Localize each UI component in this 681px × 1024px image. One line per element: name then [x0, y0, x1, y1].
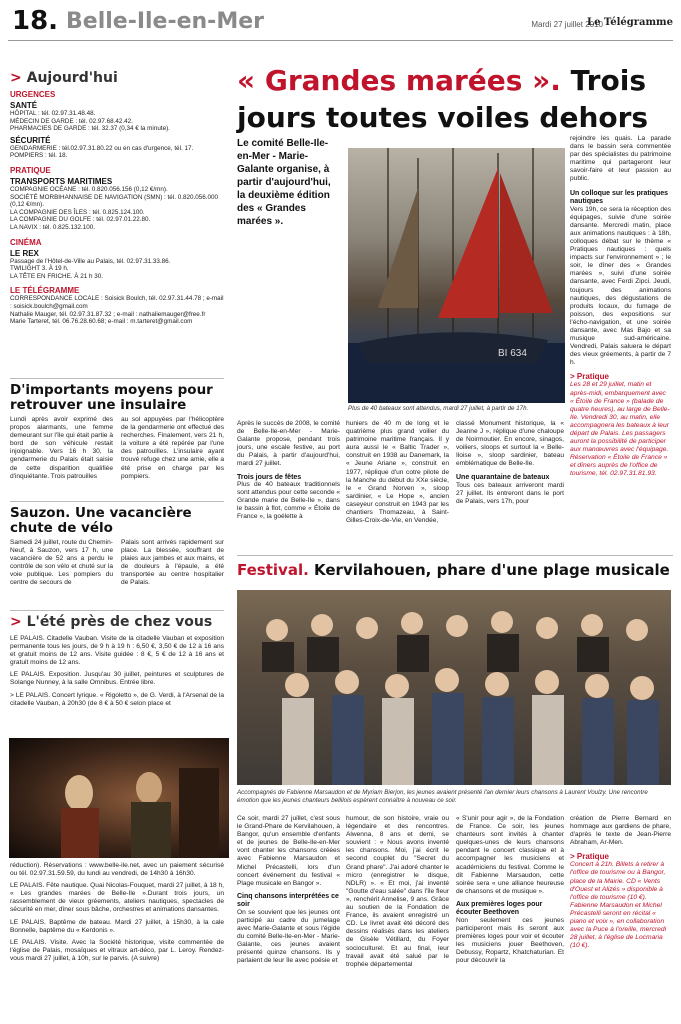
festival-title: Festival. Kervilahouen, phare d'une plage musicale — [237, 561, 670, 579]
fetes-title: Trois jours de fêtes — [237, 473, 302, 481]
divider — [10, 378, 224, 379]
ete-item-fete-nautique: LE PALAIS. Fête nautique. Quai Nicolas-Fouquet, mardi 27 juillet, à 18 h, « Les grandes marées de Belle-Ile ».Durant trois jours, un rassemblement de vieux gréements, ateliers nautiques, spectacles de sécurité en mer, dîner sous bâche, orchestres et animations dansantes. — [10, 882, 224, 914]
festival-pratique-text: Concert à 21h. Billets à retirer à l'office de tourisme ou à Bangor, place de la Mairie. CD « Vents d'Ouest et Alizés » disponible à l'office de tourisme (10 €). Fabienne Marsaudon et Michel Précastelli seront en récital « piano et voix », en collaboration avec la Puce à l'oreille, mercredi 28 juillet, à l'église de Locmaria (10 €). — [570, 861, 667, 950]
securite-title: SÉCURITÉ — [10, 135, 51, 145]
telegramme-rubric: LE TÉLÉGRAMME — [10, 286, 80, 296]
cinema-rubric: CINÉMA — [10, 237, 42, 247]
rex-title: LE REX — [10, 248, 39, 258]
choir-photo — [237, 590, 671, 785]
loges-text: Non seulement ces jeunes participeront mais ils seront aux premières loges pour voir et écouter les musiciens jouer Beethoven, Debussy, Ropartz, Khatchaturian. Et pour découvrir la — [456, 916, 564, 965]
ete-item-reservations: réduction). Réservations : www.belle-ile.net, avec un paiement sécurisé ou tél. 02.97.31.59.59, du lundi au vendredi, de 14h30 à 16h30. — [10, 862, 224, 878]
quarantaine-title: Une quarantaine de bateaux — [456, 473, 550, 481]
aujourdhui-heading: > Aujourd'hui — [10, 70, 118, 86]
marees-col-a: Après le succès de 2008, le comité de Belle-Ile-en-Mer - Marie-Galante propose, pendant trois jours, une escale festive, au port du Palais, à partir d'aujourd'hui, mardi 27 juillet. Trois jours de fêtes Plus de 40 bateaux traditionnels sont attendus pour cette seconde « Grande marie de Belle-Ile », dans le bassin à flot, comme « Étoile de France », la goélette à — [237, 420, 341, 520]
festival-col1: Ce soir, mardi 27 juillet, c'est sous le Grand-Phare de Kervilahouen, à Bangor, qu'un ensemble d'enfants et de jeunes de Belle-Ile-en-Mer vont chanter les chansons créées avec Fabienne Marsaudon et Michel Précastelli, lors d'un concert événement du festival « Plage musicale en Bangor ». Cinq chansons interprétées ce soir On se souvient que les jeunes ont participé au cadre du jumelage avec Marie-Galante et sous l'égide du comité Belle-Ile-en-Mer - Marie-Galante, ces jeunes avaient présenté quinze chansons. Ils y parlaient de leur île avec poésie et — [237, 815, 340, 965]
ete-heading: > L'été près de chez vous — [10, 614, 213, 630]
rex-lines: Passage de l'Hôtel-de-Ville au Palais, tél. 02.97.31.33.86. TWILIGHT 3. À 19 h. LA TÊTE EN FRICHE. À 21 h 30. — [10, 257, 171, 280]
sauzon-col1: Samedi 24 juillet, route du Chemin-Neuf, à Sauzon, vers 17 h, une vacancière de 52 ans a perdu le contrôle de son vélo et chuté sur la voie publique. Les pompiers du centre de secours de — [10, 539, 113, 587]
marees-pratique-label: > Pratique — [570, 372, 609, 382]
page-header — [8, 6, 673, 41]
cinq-title: Cinq chansons interprétées ce soir — [237, 892, 339, 908]
festival-pratique-label: > Pratique — [570, 852, 609, 862]
issue-date: Mardi 27 juillet 2010 — [531, 20, 603, 29]
marees-chapo: Le comité Belle-Ile-en-Mer - Marie-Galante organise, à partir d'aujourd'hui, la deuxième édition des « Grandes marées ». — [237, 138, 331, 227]
ete-item-concert: > LE PALAIS. Concert lyrique. « Rigoletto », de G. Verdi, à l'Arsenal de la citadelle Vauban, à 20h30 (de 8 € à 50 € selon place et — [10, 691, 224, 707]
colloque-text: Vers 19h, ce sera la réception des équipages, suivie d'une soirée dansante. Mercredi matin, place aux animations nautiques : à 18h, colloques débat sur le thème « Pratiques nautiques : quels impacts sur l'environnement » ; le soir, le dîner des « Grandes marées », suivi d'une soirée dansante, avec Ferdi Zipci. Jeudi, toujours des animations nautiques, des dégustations de produits locaux, du fumage de poisson, des expositions sur l'écho-navigation, et une soirée dansante, avec Mas Bajo et sa musique sud-américaine. Vendredi, Palais saluera le départ des vieux gréements, à partir de 7 h. — [570, 205, 671, 367]
colloque-title: Un colloque sur les pratiques nautiques — [570, 189, 669, 205]
ete-section — [10, 614, 224, 708]
divider — [10, 610, 224, 611]
ete-section-cont — [10, 862, 224, 963]
transports-title: TRANSPORTS MARITIMES — [10, 176, 113, 186]
newspaper-name: Le Télégramme — [587, 17, 673, 28]
telegramme-lines: CORRESPONDANCE LOCALE : Soisick Boulch, tél. 02.97.31.44.78 ; e-mail : soisick.boulch@gmail.com Nathalie Mauger, tél. 02.97.31.87.32 ; e-mail : nathaliemauger@free.fr Marie Tarteret, tél. 06.76.28.60.68; e-mail : m.tarteret@gmail.com — [10, 295, 224, 326]
sante-title: SANTÉ — [10, 101, 38, 110]
page-number: 18. — [12, 6, 59, 36]
insulaire-title: D'importants moyens pour retrouver une insulaire — [10, 382, 213, 413]
aujourdhui-box — [10, 70, 224, 326]
insulaire-col2: au sol appuyées par l'hélicoptère de la gendarmerie ont effectué des recherches. Finalement, vers 21 h, la voiture a été repérée par l'une des patrouilles. L'insulaire ayant trouvé refuge chez une amie, elle a été prise en charge par les pompiers. — [121, 416, 224, 480]
sailboats-illustration — [348, 148, 565, 403]
choir-illustration — [237, 590, 671, 785]
sauzon-article — [10, 506, 224, 588]
marees-pratique-text: Les 28 et 29 juillet, matin et après-midi, embarquement avec « Étoile de France » (balade de quatre heures), au large de Belle-Ile. Vendredi 30, au matin, elle accompagnera les bateaux à leur départ de Palais. Les passagers auront la possibilité de participer aux manœuvres avec l'équipage. Réservation « Étoile de France » et dîners auprès de l'office de tourisme, tél. 02.97.31.81.93. — [570, 381, 670, 478]
marees-title: « Grandes marées ». Trois jours toutes voiles dehors — [237, 64, 649, 134]
divider — [237, 555, 673, 556]
sauzon-title: Sauzon. Une vacancière chute de vélo — [10, 505, 192, 536]
choir-caption: Accompagnés de Fabienne Marsaudon et de Myriam Bierjon, les jeunes avaient présenté l'an dernier leurs chansons à Laurent Voulzy. Une rencontre émotion que les jeunes chanteurs bellilois espèrent connaître à nouveau ce soir. — [237, 789, 648, 804]
sante-lines: HÔPITAL : tél. 02.97.31.48.48. MÉDECIN DE GARDE : tél. 02.97.68.42.42. PHARMACIES DE GARDE : tél. 32.37 (0,34 € la minute). — [10, 110, 170, 133]
marees-col-b: huniers de 40 m de long et le quatrième plus grand voilier du patrimoine maritime français. Il y aura aussi le « Baltic Trader », construit en 1938 au Danemark, la « Jeune Ariane », construit en 1977, réplique d'un cotre pilote de la Manche du début du XXe siècle, le « Grand Norven », sloop sardinier, « Le Hope », ancien caseyeur construit en 1943 par les chantiers Thomazeau, à Saint-Gilles-Croix-de-Vie, en Vendée, — [346, 420, 449, 525]
festival-col4: création de Pierre Bernard en hommage aux gardiens de phare, d'après le texte de Jean-Pierre Abraham, Ar-Men. > Pratique Concert à 21h. Billets à retirer à l'office de tourisme ou à Bangor, place de la Mairie. CD « Vents d'Ouest et Alizés » disponible à l'office de tourisme (10 €). Fabienne Marsaudon et Michel Précastelli seront en récital « piano et voix », en collaboration avec la Puce à l'oreille, mercredi 28 juillet, à l'église de Locmaria (10 €). — [570, 815, 671, 950]
opera-photo — [9, 738, 229, 858]
festival-col3: « S'unir pour agir », de la Fondation de France. Ce soir, les jeunes chanteurs sont invités à chanter quelques-unes de leurs chansons pendant le concert classique et à accompagner les musiciens et académiciens du festival. Comme le dit Fabienne Marsaudon, cette soirée sera « une alliance heureuse de chansons et de musique ». Aux premières loges pour écouter Beethoven Non seulement ces jeunes participeront mais ils seront aux premières loges pour voir et écouter les musiciens jouer Beethoven, Debussy, Ropartz, Khatchaturian. Et pour découvrir la — [456, 815, 564, 965]
marees-col-c: classé Monument historique, la « Jeanne J », réplique d'une chaloupe de Noirmoutier. En encore, sinagos, voiliers, sloops et surtout la « Belle-Iloise », sloop sardinier, bateau emblématique de Belle-Ile. Une quarantaine de bateaux Tous ces bateaux arriveront mardi 27 juillet. Ils entreront dans le port de Palais, vers 17h, pour — [456, 420, 564, 505]
sail-number: BI 634 — [498, 348, 527, 359]
urgences-rubric: URGENCES — [10, 90, 56, 99]
festival-col2: humour, de son histoire, vraie ou légendaire et des rencontres. Alwenna, 8 ans et demi, se souvient : « Nous avons inventé les chansons. Moi, j'ai écrit le second couplet du "Secret du Grand phare". J'ai adoré chanter le micro (enregistrer le disque, NDLR) ». « Et moi, j'ai inventé "Goutte d'eau salée" dans l'île fleur », renchérit Annelise, 9 ans. Grâce au soutien de la Fondation de France, ils avaient enregistré un CD. Le livret avait été décoré des dessins réalisés dans les ateliers de Gisèle Vétillard, du Foyer socioculturel. Et au final, leur travail avait été salué par le trophée départemental — [346, 815, 449, 968]
ete-item-exposition: LE PALAIS. Exposition. Jusqu'au 30 juillet, peintures et sculptures de Solange Nunney, à la salle Omnibus. Entrée libre. — [10, 671, 224, 687]
pratique-rubric: PRATIQUE — [10, 165, 51, 175]
fetes-text: Plus de 40 bateaux traditionnels sont attendus pour cette seconde « Grande marie de Belle-Ile », dans le bassin à flot, comme « Étoile de France », la goélette à — [237, 480, 341, 520]
loges-title: Aux premières loges pour écouter Beethoven — [456, 900, 543, 916]
sauzon-col2: Palais sont arrivés rapidement sur place. La blessée, souffrant de plaies aux jambes et aux mains, et de douleurs à l'épaule, a été transportée au centre hospitalier de Palais. — [121, 539, 224, 587]
insulaire-article — [10, 383, 224, 481]
insulaire-col1: Lundi après avoir exprimé des propos alarmants, une femme demeurant sur l'île qui était partie à bord de son véhicule restait injoignable. Vers 16 h 30, la gendarmerie du Palais était saisie de cette disparition qualifiée d'inquiétante. Trois patrouilles — [10, 416, 113, 480]
boats-caption: Plus de 40 bateaux sont attendus, mardi 27 juillet, à partir de 17h. — [348, 405, 529, 412]
transports-lines: COMPAGNIE OCÉANE : tél. 0.820.056.156 (0,12 €/mn). SOCIÉTÉ MORBIHANNAISE DE NAVIGATION (SMN) : tél. 0.820.056.000 (0,12 €/mn). LA COMPAGNIE DES ÎLES : tél. 0.825.124.100. LA COMPAGNIE DU GOLFE : tél. 02.97.01.22.80. LA NAVIX : tél. 0.825.132.100. — [10, 185, 218, 231]
marees-right-col: rejoindre les quais. La parade dans le bassin sera commentée par des spécialistes du patrimoine maritime qui partageront leur savoir-faire et leur passion au public. Un colloque sur les pratiques nautiques Vers 19h, ce sera la réception des équipages, suivie d'une soirée dansante. Mercredi matin, place aux animations nautiques : à 18h, colloques débat sur le thème « Pratiques nautiques : quels impacts sur l'environnement » ; le soir, le dîner des « Grandes marées », suivi d'une soirée dansante, avec Ferdi Zipci. Jeudi, toujours des animations nautiques, des dégustations de produits locaux, du fumage de poisson, des expositions sur l'écho-navigation, et une soirée dansante, avec Mas Bajo et sa musique sud-américaine. Vendredi, Palais saluera le départ des vieux gréements, à partir de 7 h. > Pratique Les 28 et 29 juillet, matin et après-midi, embarquement avec « Étoile de France » (balade de quatre heures), au large de Belle-Ile. Vendredi 30, au matin, elle accompagnera les bateaux à leur départ de Palais. Les passagers auront la possibilité de participer aux manœuvres avec l'équipage. Réservation « Étoile de France » et dîners auprès de l'office de tourisme, tél. 02.97.31.81.93. — [570, 135, 671, 478]
opera-illustration — [9, 738, 229, 858]
ete-item-bapteme: LE PALAIS. Baptême de bateau. Mardi 27 juillet, à 15h30, à la cale Bonnelle, baptême du « Kerdonis ». — [10, 918, 224, 934]
divider — [10, 501, 224, 502]
quarantaine-text: Tous ces bateaux arriveront mardi 27 juillet. Ils entreront dans le port de Palais, vers 17h, pour — [456, 481, 564, 505]
ete-item-citadelle: LE PALAIS. Citadelle Vauban. Visite de la citadelle Vauban et exposition permanente tous les jours, de 9 h à 19 h : 6,50 €, 3,50 € de 12 à 16 ans et gratuit moins de 12 ans. Visite guidée : 8 €, 5 € de 12 à 16 ans et gratuit moins de 12 ans. — [10, 635, 224, 667]
securite-lines: GENDARMERIE : tél.02.97.31.80.22 ou en cas d'urgence, tél. 17. POMPIERS : tél. 18. — [10, 144, 194, 160]
boats-photo — [348, 148, 565, 403]
ete-item-visite: LE PALAIS. Visite. Avec la Société historique, visite commentée de l'église de Palais, mosaïques et vitraux art-déco, par L. Leroy. Rendez-vous mardi 27 juillet, à 10h, sur le parvis. (A suivre) — [10, 938, 224, 962]
section-town: Belle-Ile-en-Mer — [66, 9, 264, 34]
cinq-text: On se souvient que les jeunes ont participé au cadre du jumelage avec Marie-Galante et sous l'égide du comité Belle-Ile-en-Mer - Marie-Galante, ces jeunes avaient présenté quinze chansons. Ils y parlaient de leur île avec poésie et — [237, 908, 340, 965]
